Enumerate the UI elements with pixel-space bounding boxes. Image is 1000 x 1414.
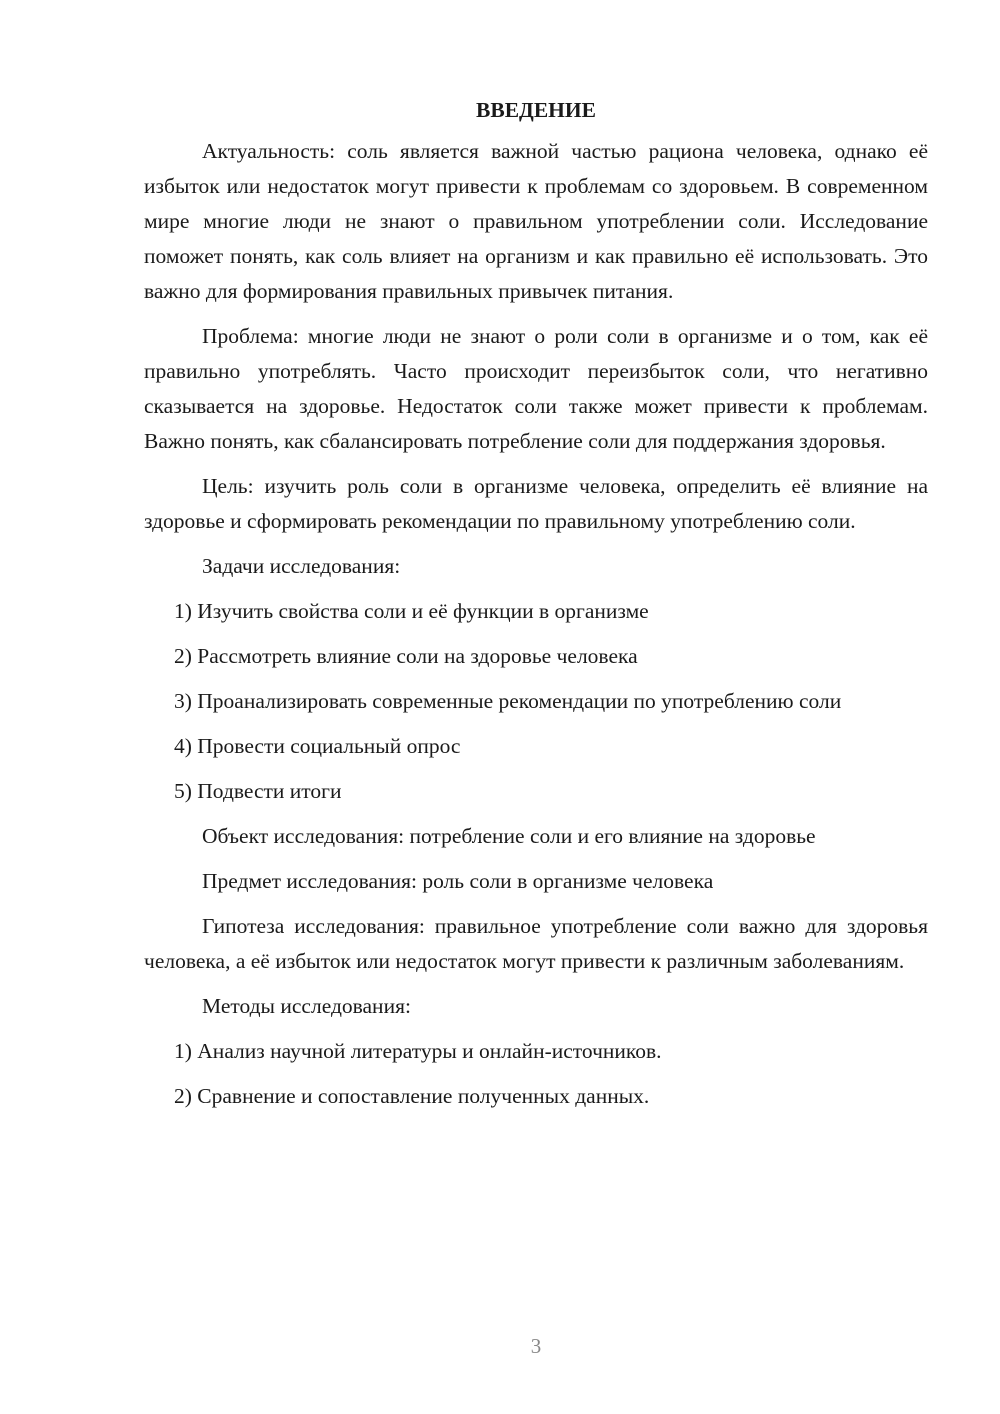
task-item: 3) Проанализировать современные рекомендации по употреблению соли (174, 689, 842, 713)
problem-paragraph: Проблема: многие люди не знают о роли соли в организме и о том, как её правильно употреблять. Часто происходит переизбыток соли, что негативно сказывается на здоровье. Недостаток соли также может привести к проблемам. Важно понять, как сбалансировать потребление соли для поддержания здоровья. (144, 324, 928, 453)
object-line: Объект исследования: потребление соли и его влияние на здоровье (202, 824, 816, 848)
relevance-paragraph: Актуальность: соль является важной частью рациона человека, однако её избыток или недостаток могут привести к проблемам со здоровьем. В современном мире многие люди не знают о правильном употреблении соли. Исследование поможет понять, как соль влияет на организм и как правильно её использовать. Это важно для формирования правильных привычек питания. (144, 139, 928, 303)
methods-heading: Методы исследования: (202, 994, 411, 1018)
page-content (144, 92, 928, 1124)
goal-paragraph: Цель: изучить роль соли в организме человека, определить её влияние на здоровье и сформировать рекомендации по правильному употреблению соли. (144, 474, 928, 533)
tasks-heading: Задачи исследования: (202, 554, 401, 578)
subject-line: Предмет исследования: роль соли в организме человека (202, 869, 714, 893)
hypothesis-paragraph: Гипотеза исследования: правильное употребление соли важно для здоровья человека, а её избыток или недостаток могут привести к различным заболеваниям. (144, 914, 928, 973)
page-number: 3 (530, 1334, 542, 1358)
task-item: 4) Провести социальный опрос (174, 734, 461, 758)
method-item: 1) Анализ научной литературы и онлайн-источников. (174, 1039, 662, 1063)
task-item: 1) Изучить свойства соли и её функции в организме (174, 599, 649, 623)
task-item: 5) Подвести итоги (174, 779, 342, 803)
method-item: 2) Сравнение и сопоставление полученных данных. (174, 1084, 650, 1108)
page-title: ВВЕДЕНИЕ (476, 98, 596, 122)
task-item: 2) Рассмотреть влияние соли на здоровье человека (174, 644, 638, 668)
